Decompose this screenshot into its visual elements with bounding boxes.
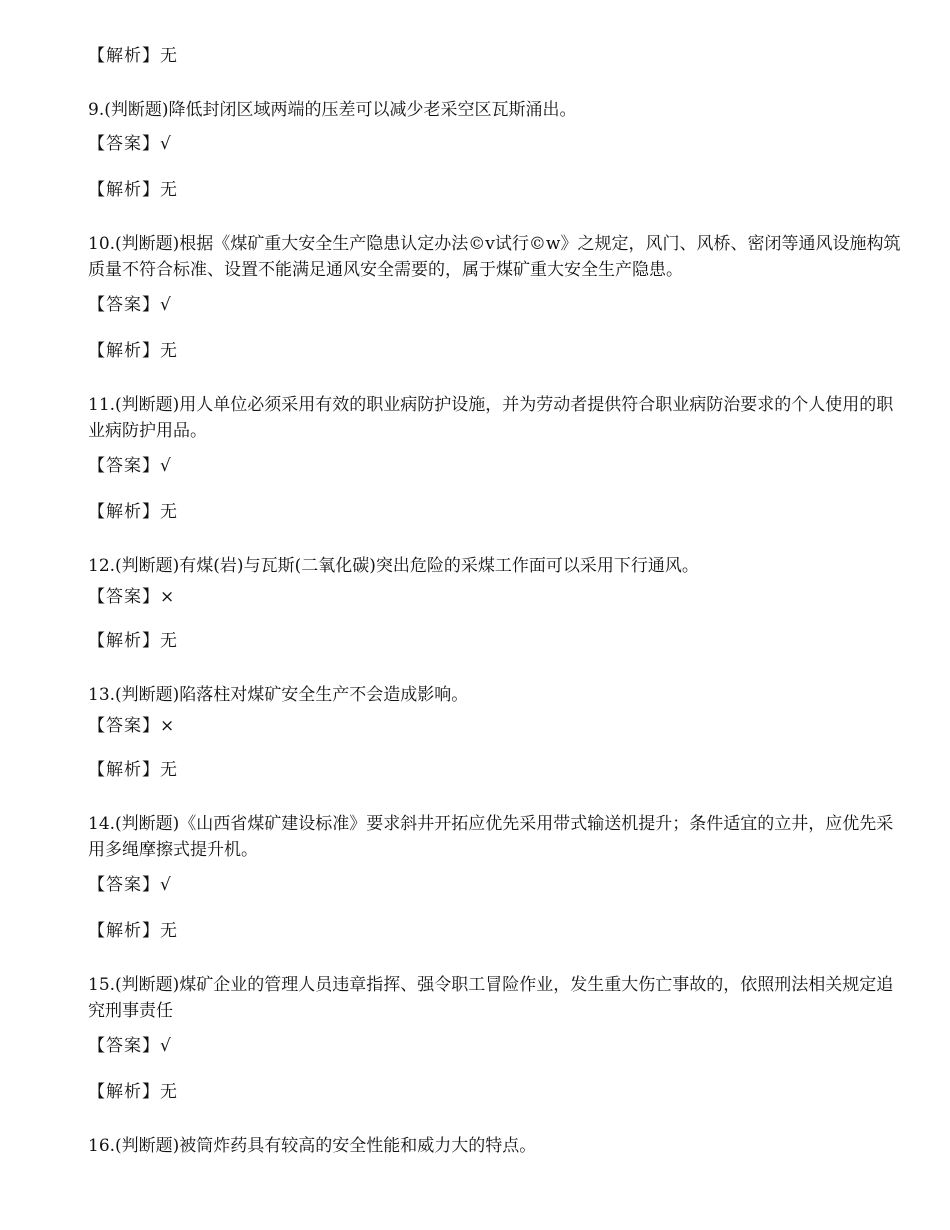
answer-line: 【答案】× [88, 716, 176, 736]
explanation-line: 【解析】无 [88, 760, 178, 780]
question-text: 10.(判断题)根据《煤矿重大安全生产隐患认定办法©v试行©w》之规定，风门、风桥、密闭等通风设施构筑质量不符合标准、设置不能满足通风安全需要的，属于煤矿重大安全生产隐患。 [88, 234, 901, 280]
answer-line: 【答案】√ [88, 134, 172, 154]
explanation-line: 【解析】无 [88, 1082, 178, 1102]
explanation-line: 【解析】无 [88, 631, 178, 651]
explanation-line: 【解析】无 [88, 502, 178, 522]
answer-line: 【答案】√ [88, 875, 172, 895]
question-text: 13.(判断题)陷落柱对煤矿安全生产不会造成影响。 [88, 685, 469, 705]
question-text: 14.(判断题)《山西省煤矿建设标准》要求斜井开拓应优先采用带式输送机提升；条件适宜的立井，应优先采用多绳摩擦式提升机。 [88, 814, 894, 860]
answer-line: 【答案】√ [88, 295, 172, 315]
question-text: 11.(判断题)用人单位必须采用有效的职业病防护设施，并为劳动者提供符合职业病防治要求的个人使用的职业病防护用品。 [88, 395, 894, 441]
answer-line: 【答案】√ [88, 1036, 172, 1056]
question-text: 15.(判断题)煤矿企业的管理人员违章指挥、强令职工冒险作业，发生重大伤亡事故的，依照刑法相关规定追究刑事责任 [88, 975, 894, 1021]
explanation-line: 【解析】无 [88, 921, 178, 941]
answer-line: 【答案】√ [88, 456, 172, 476]
question-text: 12.(判断题)有煤(岩)与瓦斯(二氧化碳)突出危险的采煤工作面可以采用下行通风。 [88, 556, 699, 576]
question-text: 16.(判断题)被筒炸药具有较高的安全性能和威力大的特点。 [88, 1136, 537, 1156]
answer-line: 【答案】× [88, 587, 176, 607]
explanation-line: 【解析】无 [88, 180, 178, 200]
explanation-line: 【解析】无 [88, 341, 178, 361]
question-text: 9.(判断题)降低封闭区域两端的压差可以减少老采空区瓦斯涌出。 [88, 100, 577, 120]
explanation-line: 【解析】无 [88, 46, 178, 66]
